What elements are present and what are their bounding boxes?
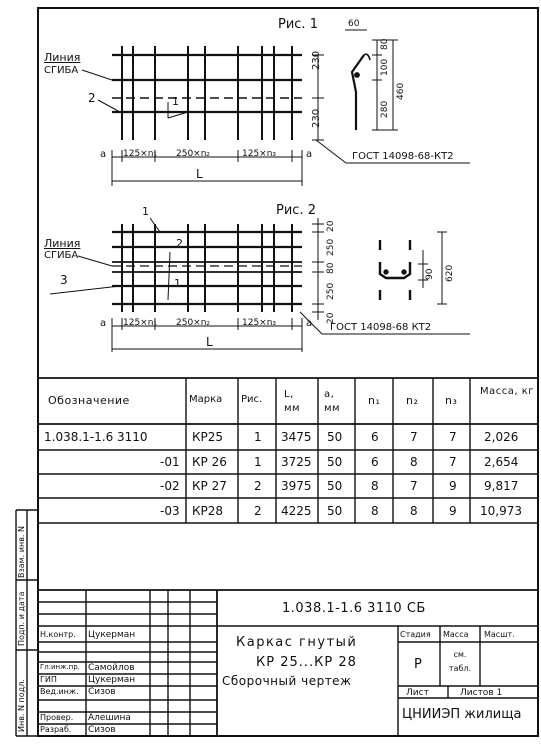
role-name: Цукерман [88, 675, 136, 685]
fig1-dim-n3: 125×n₃ [242, 149, 277, 159]
fig2-dim-250-bottom: 250 [326, 282, 336, 300]
cell-a: 50 [327, 479, 343, 493]
fig2-dim-n3: 125×n₃ [242, 318, 277, 328]
cell-n3: 9 [449, 504, 457, 518]
role-name: Цукерман [88, 630, 136, 640]
cell-a: 50 [327, 430, 343, 444]
sheet-label: Лист [406, 688, 429, 698]
cell-a: 50 [327, 504, 343, 518]
fig1-dim-a-right: a [306, 149, 313, 160]
cell-length: 3475 [281, 430, 312, 444]
fig1-total-label: L [196, 167, 203, 181]
fig1-bend-label-1: Линия [44, 51, 81, 64]
fig1-dim-a-left: a [100, 149, 107, 160]
fig2-dim-n1: 125×n₁ [123, 318, 158, 328]
fig2-dim-20-bottom: 20 [326, 312, 336, 324]
th-length: L, мм [284, 389, 301, 414]
role-name: Самойлов [88, 663, 135, 673]
scale-label: Масшт. [484, 630, 515, 639]
cell-n2: 8 [410, 504, 418, 518]
role-name: Сизов [88, 725, 116, 735]
role-label: Гл.инж.пр. [40, 663, 80, 671]
fig2-callout-2: 2 [176, 237, 183, 250]
cell-mark: КР 26 [192, 455, 227, 469]
cell-n2: 7 [410, 430, 418, 444]
fig2-dim-n2: 250×n₂ [176, 318, 211, 328]
fig2-gost: ГОСТ 14098-68 КТ2 [330, 322, 432, 333]
role-label: Разраб. [40, 725, 72, 734]
stage-value: Р [414, 657, 422, 672]
th-n1: n₁ [368, 394, 381, 407]
fig2-total-label: L [206, 335, 213, 349]
th-n2: n₂ [406, 394, 419, 407]
fig2-callout-1-bottom: 1 [174, 277, 181, 290]
th-mass: Масса, кг [479, 386, 535, 397]
fig2-sec-dim-90: 90 [425, 268, 435, 280]
fig1-sec-dim-280: 280 [380, 100, 390, 118]
fig2-bend-label-2: СГИБА [44, 250, 79, 261]
cell-n3: 7 [449, 455, 457, 469]
fig2-sec-dim-620: 620 [445, 264, 455, 282]
cell-designation: -02 [160, 479, 180, 493]
cell-mass: 9,817 [484, 479, 519, 493]
cell-a: 50 [327, 455, 343, 469]
cell-n3: 7 [449, 430, 457, 444]
role-label: ГИП [40, 675, 57, 684]
cell-n1: 8 [371, 479, 379, 493]
cell-fig: 2 [254, 504, 262, 518]
fig1-dim-right-2: 230 [311, 108, 322, 128]
figure-1 [82, 30, 470, 186]
cell-n1: 8 [371, 504, 379, 518]
role-name: Алешина [88, 713, 131, 723]
side-label-inventory: Инв. N подл. [17, 679, 26, 732]
cell-n2: 8 [410, 455, 418, 469]
fig2-dim-a-right: a [306, 318, 313, 329]
sheets-label: Листов 1 [460, 688, 503, 698]
cell-n1: 6 [371, 455, 379, 469]
side-label-replacement: Взам. инв. N [17, 526, 26, 578]
cell-n2: 7 [410, 479, 418, 493]
title-line-1: Каркас гнутый [236, 635, 358, 650]
fig1-sec-dim-80: 80 [380, 38, 390, 50]
fig1-sec-dim-460: 460 [396, 82, 406, 100]
fig2-bend-label-1: Линия [44, 237, 81, 250]
fig1-callout-1: 1 [172, 95, 179, 108]
stage-label: Стадия [400, 630, 431, 639]
th-n3: n₃ [445, 394, 458, 407]
fig1-callout-2: 2 [88, 91, 96, 105]
cell-fig: 1 [254, 430, 262, 444]
cell-length: 4225 [281, 504, 312, 518]
mass-label: Масса [443, 630, 469, 639]
fig1-dim-n2: 250×n₂ [176, 149, 211, 159]
organization: ЦНИИЭП жилища [402, 707, 522, 722]
fig2-callout-3: 3 [60, 273, 68, 287]
fig2-dim-a-left: a [100, 318, 107, 329]
role-label: Провер. [40, 713, 74, 722]
fig2-callout-1-top: 1 [142, 205, 149, 218]
title-line-3: Сборочный чертеж [222, 674, 352, 688]
cell-fig: 2 [254, 479, 262, 493]
cell-designation: -01 [160, 455, 180, 469]
cell-n3: 9 [449, 479, 457, 493]
th-fig: Рис. [241, 394, 263, 405]
fig1-dim-n1: 125×n₁ [123, 149, 158, 159]
cell-designation: 1.038.1-1.6 3110 [44, 430, 148, 444]
th-designation: Обозначение [48, 394, 130, 407]
cell-mark: КР28 [192, 504, 224, 518]
role-name: Сизов [88, 687, 116, 697]
cell-length: 3975 [281, 479, 312, 493]
cell-mass: 10,973 [480, 504, 522, 518]
mass-value: см. табл. [448, 650, 472, 673]
fig1-sec-dim-100: 100 [380, 58, 390, 76]
fig1-dim-right-1: 230 [311, 50, 322, 70]
title-line-2: КР 25...КР 28 [256, 655, 357, 670]
fig1-gost: ГОСТ 14098-68-КТ2 [352, 151, 454, 162]
side-label-signature: Подп. и дата [17, 591, 26, 646]
role-label: Вед.инж. [40, 687, 79, 696]
fig1-sec-dim-60: 60 [348, 19, 360, 29]
cell-designation: -03 [160, 504, 180, 518]
cell-mark: КР 27 [192, 479, 227, 493]
cell-fig: 1 [254, 455, 262, 469]
cell-mass: 2,026 [484, 430, 519, 444]
cell-n1: 6 [371, 430, 379, 444]
fig1-bend-label-2: СГИБА [44, 65, 79, 76]
cell-length: 3725 [281, 455, 312, 469]
cell-mark: КР25 [192, 430, 224, 444]
fig1-caption: Рис. 1 [278, 17, 318, 32]
role-label: Н.контр. [40, 630, 76, 639]
fig2-dim-20-top: 20 [326, 220, 336, 232]
cell-mass: 2,654 [484, 455, 519, 469]
fig2-caption: Рис. 2 [276, 203, 316, 218]
doc-code: 1.038.1-1.6 3110 СБ [282, 601, 426, 616]
th-mark: Марка [189, 394, 223, 405]
fig2-dim-80: 80 [326, 262, 336, 274]
th-a: a, мм [324, 389, 341, 414]
fig2-dim-250-top: 250 [326, 238, 336, 256]
